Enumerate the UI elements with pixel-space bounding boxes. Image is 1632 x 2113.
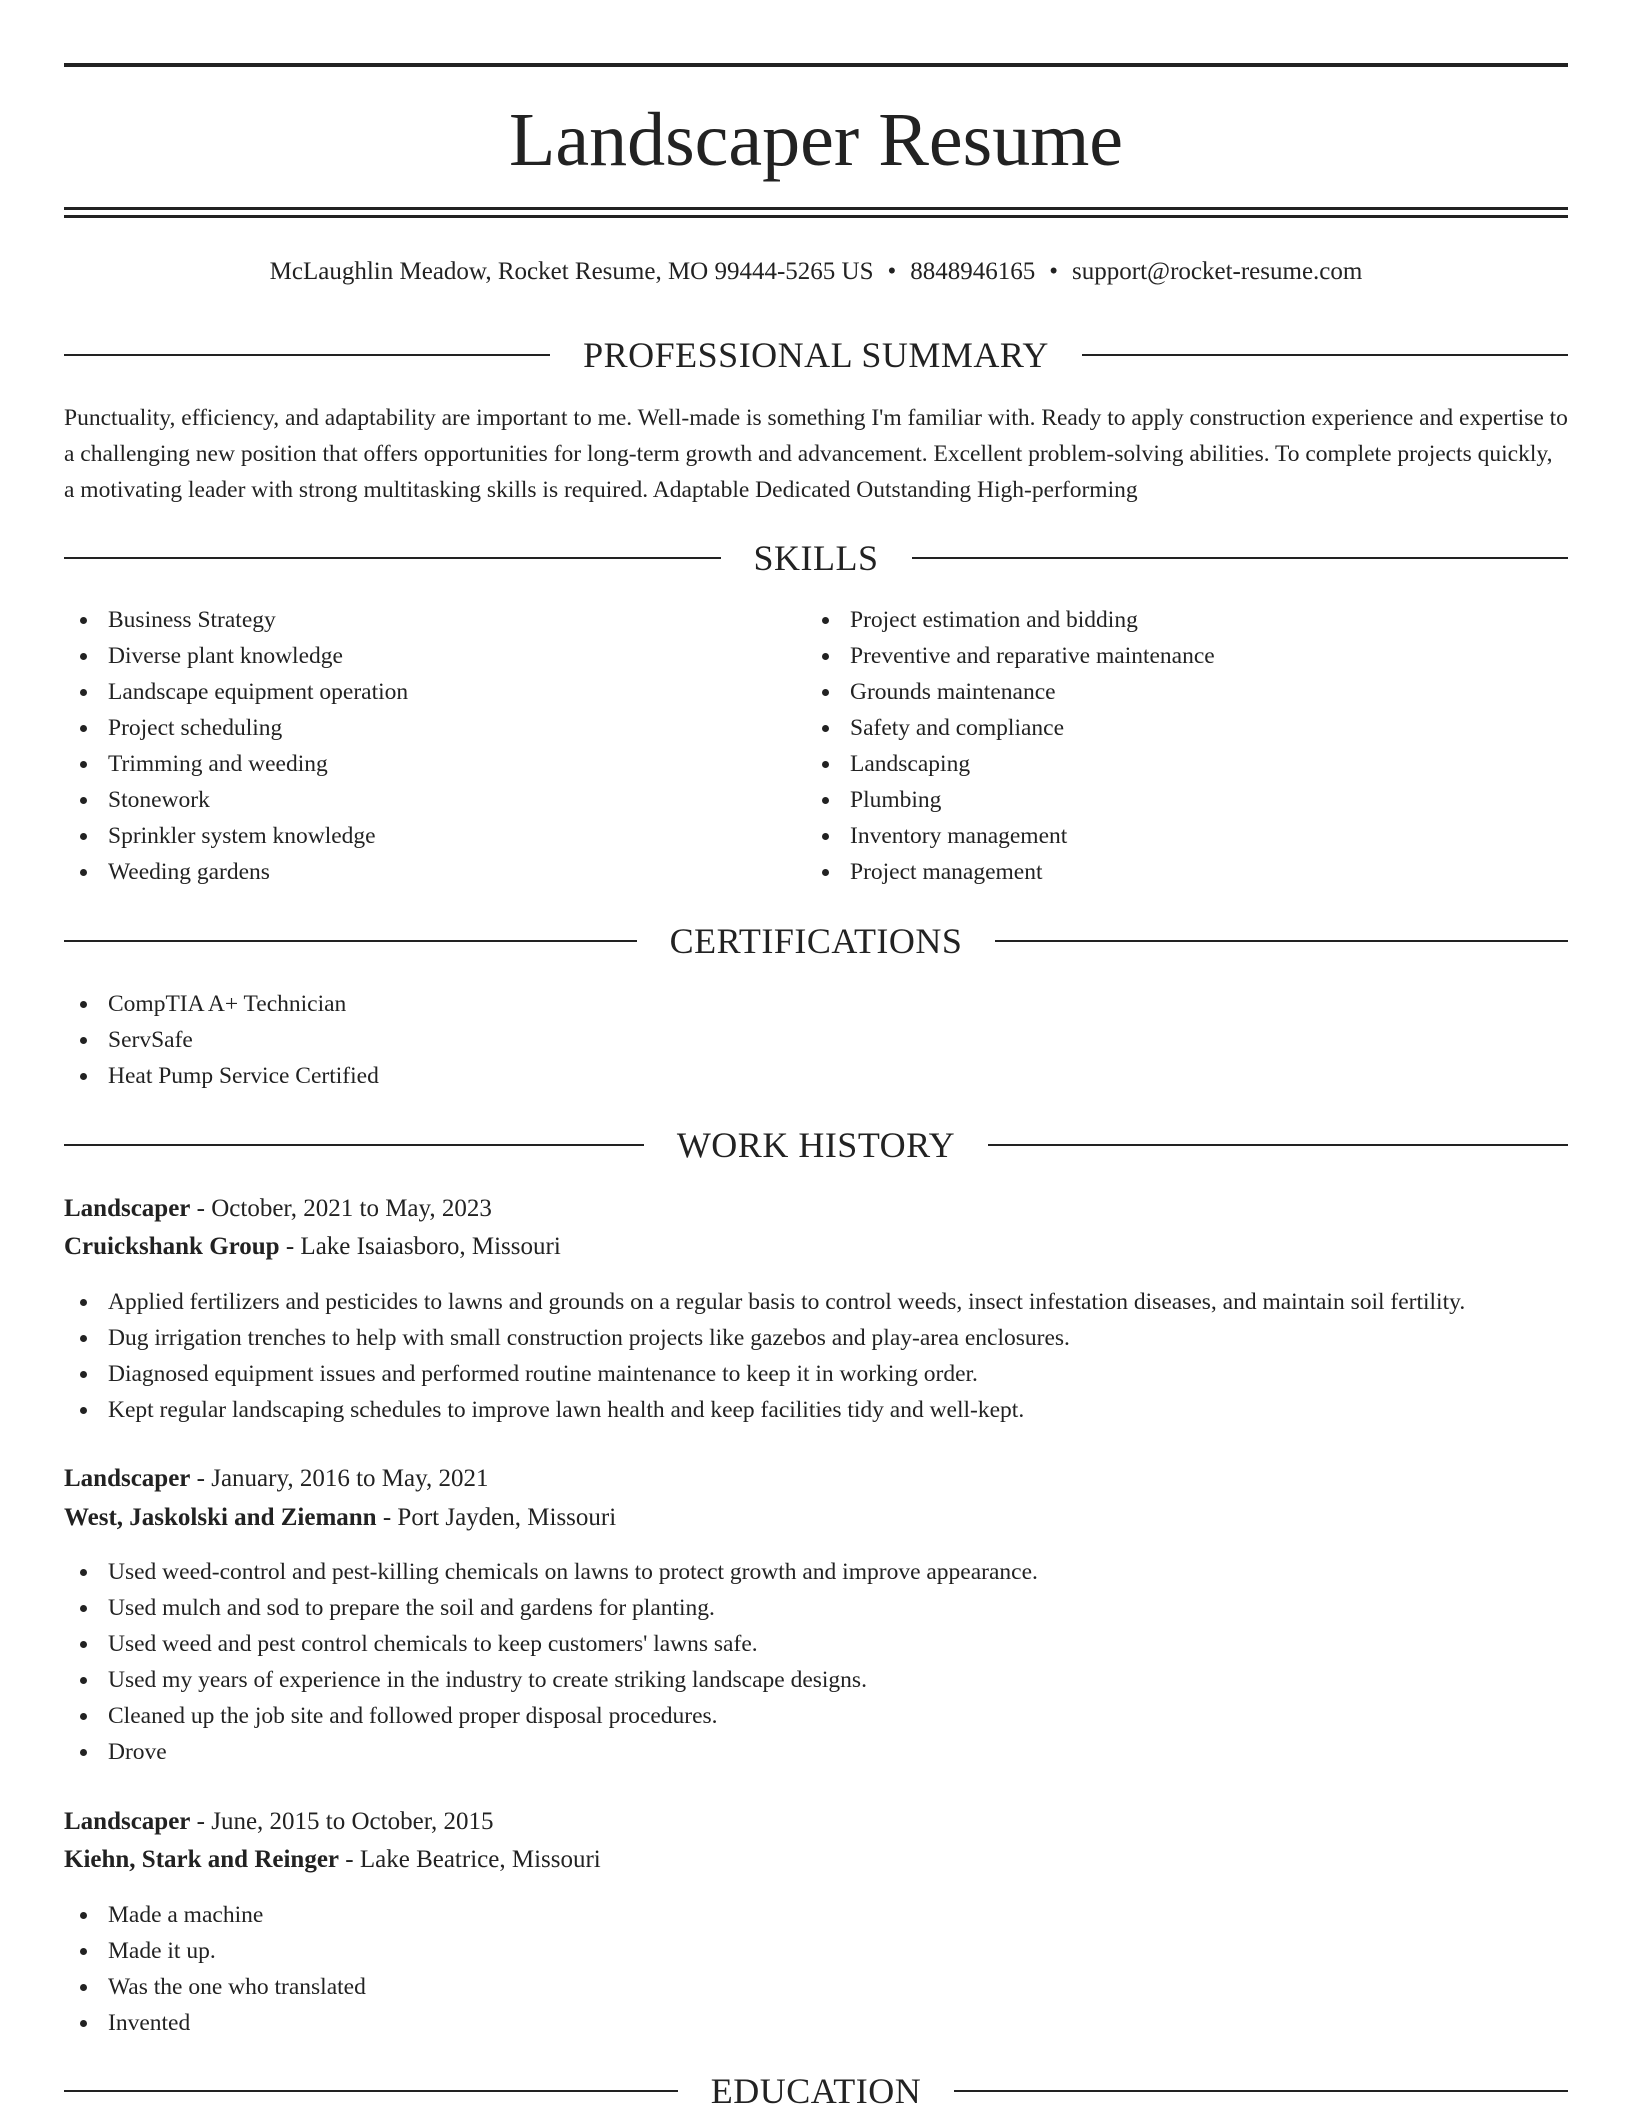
job-company: Kiehn, Stark and Reinger xyxy=(64,1846,340,1873)
skill-item: Landscape equipment operation xyxy=(64,674,408,710)
section-title-summary: PROFESSIONAL SUMMARY xyxy=(583,335,1049,375)
section-header-education xyxy=(64,2069,1568,2113)
resume-title: Landscaper Resume xyxy=(508,98,1124,182)
section-divider-left xyxy=(64,354,550,356)
skill-item: Project scheduling xyxy=(64,710,408,746)
header-bottom-rule-secondary xyxy=(64,215,1568,218)
skill-item: Inventory management xyxy=(806,818,1215,854)
certification-item: CompTIA A+ Technician xyxy=(64,986,379,1022)
job-duty-item: Applied fertilizers and pesticides to lawns and grounds on a regular basis to control weeds, insect infestation diseases, and maintain soil fertility. xyxy=(64,1284,1465,1320)
section-header-work-history xyxy=(64,1123,1568,1167)
job-duty-item: Dug irrigation trenches to help with small construction projects like gazebos and play-area enclosures. xyxy=(64,1320,1465,1356)
job-location: - Port Jayden, Missouri xyxy=(376,1504,617,1531)
job-company: Cruickshank Group xyxy=(64,1233,280,1260)
skill-item: Plumbing xyxy=(806,782,1215,818)
job-company: West, Jaskolski and Ziemann xyxy=(64,1504,377,1531)
job-title: Landscaper xyxy=(64,1465,191,1492)
section-divider-right xyxy=(988,1144,1568,1146)
job-duty-item: Used mulch and sod to prepare the soil and gardens for planting. xyxy=(64,1590,1038,1626)
job-duty-item: Was the one who translated xyxy=(64,1969,366,2005)
skill-item: Trimming and weeding xyxy=(64,746,408,782)
job-duty-item: Kept regular landscaping schedules to improve lawn health and keep facilities tidy and well-kept. xyxy=(64,1392,1465,1428)
skills-list-left xyxy=(64,602,408,890)
section-header-certifications xyxy=(64,919,1568,963)
job-title-line xyxy=(64,1190,492,1228)
skill-item: Sprinkler system knowledge xyxy=(64,818,408,854)
section-divider-right xyxy=(1082,354,1568,356)
skill-item: Business Strategy xyxy=(64,602,408,638)
job-company-line xyxy=(64,1841,601,1879)
job-duty-item: Cleaned up the job site and followed proper disposal procedures. xyxy=(64,1698,1038,1734)
section-title-certifications: CERTIFICATIONS xyxy=(669,921,963,961)
skill-item: Stonework xyxy=(64,782,408,818)
skill-item: Project management xyxy=(806,854,1215,890)
header-bottom-rule xyxy=(64,207,1568,210)
job-company-line xyxy=(64,1228,561,1266)
skill-item: Grounds maintenance xyxy=(806,674,1215,710)
contact-email: support@rocket-resume.com xyxy=(1072,258,1363,285)
job-duty-item: Made a machine xyxy=(64,1897,366,1933)
job-duties-list xyxy=(64,1284,1465,1428)
job-title-line xyxy=(64,1460,489,1498)
skill-item: Landscaping xyxy=(806,746,1215,782)
section-divider-left xyxy=(64,2090,678,2092)
job-duty-item: Used my years of experience in the industry to create striking landscape designs. xyxy=(64,1662,1038,1698)
job-title-line xyxy=(64,1803,494,1841)
job-location: - Lake Isaiasboro, Missouri xyxy=(279,1233,561,1260)
section-divider-right xyxy=(954,2090,1568,2092)
job-dates: - October, 2021 to May, 2023 xyxy=(190,1195,492,1222)
job-title: Landscaper xyxy=(64,1195,191,1222)
skill-item: Diverse plant knowledge xyxy=(64,638,408,674)
job-duty-item: Used weed-control and pest-killing chemicals on lawns to protect growth and improve appearance. xyxy=(64,1554,1038,1590)
contact-address: McLaughlin Meadow, Rocket Resume, MO 99444-5265 US xyxy=(269,258,874,285)
header-top-rule xyxy=(64,63,1568,67)
contact-separator: • xyxy=(1049,258,1059,285)
section-title-education: EDUCATION xyxy=(710,2071,922,2111)
certifications-list xyxy=(64,986,379,1094)
section-divider-right xyxy=(995,940,1568,942)
job-duty-item: Used weed and pest control chemicals to keep customers' lawns safe. xyxy=(64,1626,1038,1662)
section-title-skills: SKILLS xyxy=(753,538,879,578)
certification-item: Heat Pump Service Certified xyxy=(64,1058,379,1094)
job-duty-item: Made it up. xyxy=(64,1933,366,1969)
job-duties-list xyxy=(64,1897,366,2041)
contact-separator: • xyxy=(887,258,897,285)
skill-item: Safety and compliance xyxy=(806,710,1215,746)
skills-list-right xyxy=(806,602,1215,890)
contact-line xyxy=(64,254,1568,290)
section-divider-right xyxy=(912,557,1569,559)
contact-phone: 8848946165 xyxy=(910,258,1036,285)
job-dates: - June, 2015 to October, 2015 xyxy=(190,1808,494,1835)
section-divider-left xyxy=(64,1144,644,1146)
job-company-line xyxy=(64,1499,616,1537)
section-header-summary xyxy=(64,333,1568,377)
section-header-skills xyxy=(64,536,1568,580)
certification-item: ServSafe xyxy=(64,1022,379,1058)
skill-item: Weeding gardens xyxy=(64,854,408,890)
job-duty-item: Invented xyxy=(64,2005,366,2041)
job-duty-item: Drove xyxy=(64,1734,1038,1770)
skill-item: Project estimation and bidding xyxy=(806,602,1215,638)
job-location: - Lake Beatrice, Missouri xyxy=(339,1846,601,1873)
summary-text: Punctuality, efficiency, and adaptability are important to me. Well-made is something I'm familiar with. Ready to apply construction experience and expertise to a challenging new position that offers opportunities for long-term growth and advancement. Excellent problem-solving abilities. To complete projects quickly, a motivating leader with strong multitasking skills is required. Adaptable Dedicated Outstanding High-performing xyxy=(64,405,1568,503)
job-dates: - January, 2016 to May, 2021 xyxy=(190,1465,489,1492)
section-divider-left xyxy=(64,557,721,559)
skill-item: Preventive and reparative maintenance xyxy=(806,638,1215,674)
section-title-work-history: WORK HISTORY xyxy=(676,1125,956,1165)
job-duties-list xyxy=(64,1554,1038,1770)
job-duty-item: Diagnosed equipment issues and performed routine maintenance to keep it in working order. xyxy=(64,1356,1465,1392)
section-divider-left xyxy=(64,940,637,942)
job-title: Landscaper xyxy=(64,1808,191,1835)
